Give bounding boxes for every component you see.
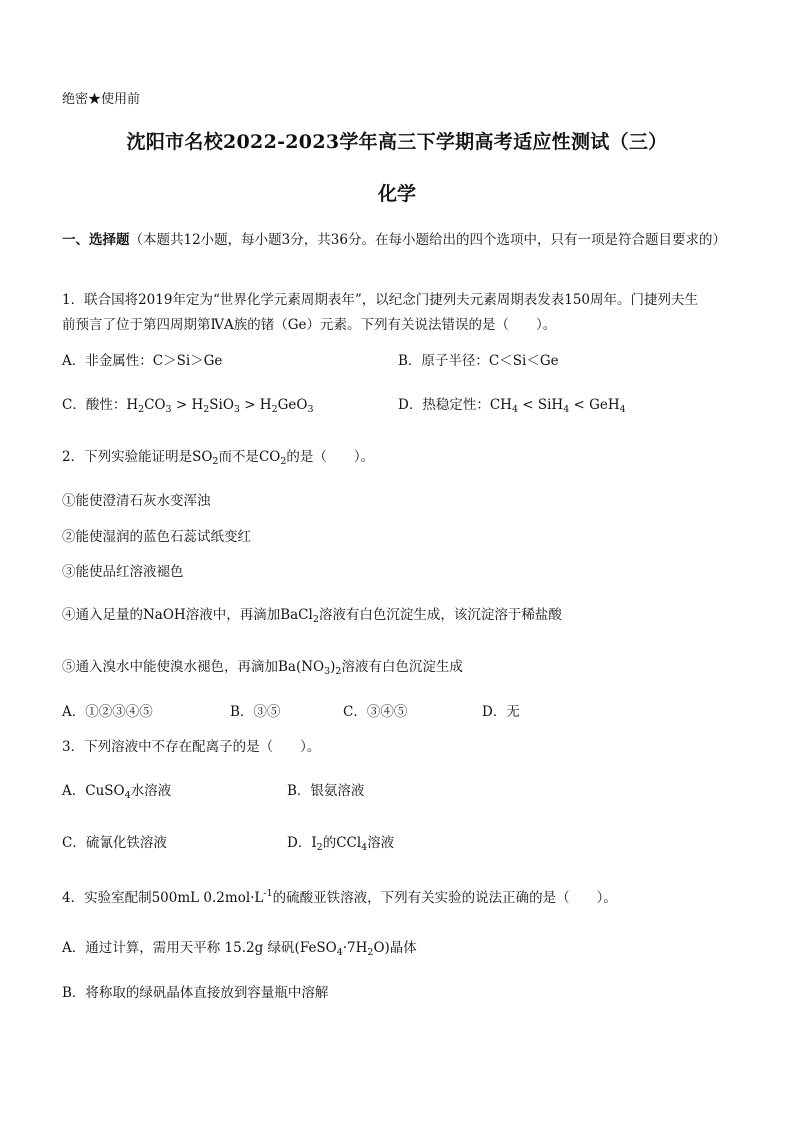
q4-option-b: B．将称取的绿矾晶体直接放到容量瓶中溶解 [62,985,329,1001]
q4-option-a [62,937,734,959]
q2-item-2: ②能使湿润的蓝色石蕊试纸变红 [62,529,251,545]
q3-option-a-post: 水溶液 [130,783,172,799]
page-title: 沈阳市名校2022-2023学年高三下学期高考适应性测试（三） [126,131,668,153]
q1-option-c-label: C．酸性： [62,397,127,413]
q2-item-5-post: 溶液有白色沉淀生成 [341,659,463,675]
q2-stem-mid: 而不是 [218,449,259,465]
section-heading-label: 一、选择题 [62,232,130,248]
q2-option-b: B．③⑤ [230,704,281,720]
q2-item-5 [62,656,734,678]
q2-stem-post: 的是（ ）。 [286,449,375,465]
q3-option-a-label: A． [62,783,86,799]
q1-option-c [62,394,313,416]
q1-stem-line1: 1．联合国将2019年定为“世界化学元素周期表年”，以纪念门捷列夫元素周期表发表150周年。门捷列夫生 [62,292,699,308]
q3-stem: 3．下列溶液中不存在配离子的是（ ）。 [62,739,321,755]
q2-ba-no3-2: $Ba(NO_3)_2$ [278,659,342,677]
q2-so2: $SO_2$ [192,449,219,467]
q1-option-d [398,394,626,416]
q2-item-1: ①能使澄清石灰水变浑浊 [62,493,211,509]
q1-option-d-formula: $CH_4 < SiH_4 < GeH_4$ [489,397,626,415]
q4-concentration-text: 500mL 0.2mol·L [151,890,264,906]
q3-cuso4: CuSO$_4$ [85,783,131,801]
q2-item-4-post: 溶液有白色沉淀生成，该沉淀溶于稀盐酸 [318,607,562,623]
q2-option-d: D．无 [482,704,520,720]
q4-stem-post: 的硫酸亚铁溶液，下列有关实验的说法正确的是（ ）。 [272,890,617,906]
q2-option-c: C．③④⑤ [343,704,408,720]
q2-stem-pre: 2．下列实验能证明是 [62,449,193,465]
q4-concentration: 500mL $0.2mol\cdot L^{-1}$ [151,888,273,906]
q4-stem [62,887,734,909]
q2-item-5-pre: ⑤通入溴水中能使溴水褪色，再滴加 [62,659,278,675]
q1-option-c-formula: $H_2CO_3 > H_2SiO_3 > H_2GeO_3$ [126,397,314,415]
q3-option-d-post: 溶液 [367,835,395,851]
q3-option-b: B．银氨溶液 [287,783,365,799]
q2-co2: $CO_2$ [258,449,287,467]
q3-option-a [62,780,171,802]
q3-ccl4: CCl$_4$ [336,835,368,853]
q2-bacl2: BaCl$_2$ [280,607,319,625]
q2-item-4-pre: ④通入足量的NaOH溶液中，再滴加 [62,607,281,623]
q1-stem-line2: 前预言了位于第四周期第ⅣA族的锗（Ge）元素。下列有关说法错误的是（ ）。 [62,317,557,333]
q2-item-4 [62,604,734,626]
q2-item-3: ③能使品红溶液褪色 [62,564,184,580]
q3-option-d-mid: 的 [322,835,337,851]
q4-option-a-pre: A．通过计算，需用天平称 15.2g 绿矾 [62,940,295,956]
q3-i2: $I_2$ [311,835,323,853]
secret-label: 绝密★使用前 [62,92,141,107]
q2-option-a: A．①②③④⑤ [62,704,153,720]
q4-green-vitriol-formula: $(FeSO_4\cdot 7H_2O)$ [294,940,390,958]
section-instructions: （本题共12小题，每小题3分，共36分。在每小题给出的四个选项中，只有一项是符合题目要求的） [129,232,726,248]
q1-option-a: A．非金属性：C＞Si＞Ge [62,353,223,369]
q1-option-b: B．原子半径：C＜Si＜Ge [398,353,559,369]
q3-option-c: C．硫氰化铁溶液 [62,835,167,851]
section-heading [62,229,734,251]
q4-stem-pre: 4．实验室配制 [62,890,152,906]
q1-option-d-label: D．热稳定性： [398,397,490,413]
q2-stem [62,446,734,468]
q4-option-a-post: 晶体 [389,940,417,956]
q3-option-d-label: D． [287,835,312,851]
q3-option-d [287,832,394,854]
subject-title: 化学 [377,183,416,205]
